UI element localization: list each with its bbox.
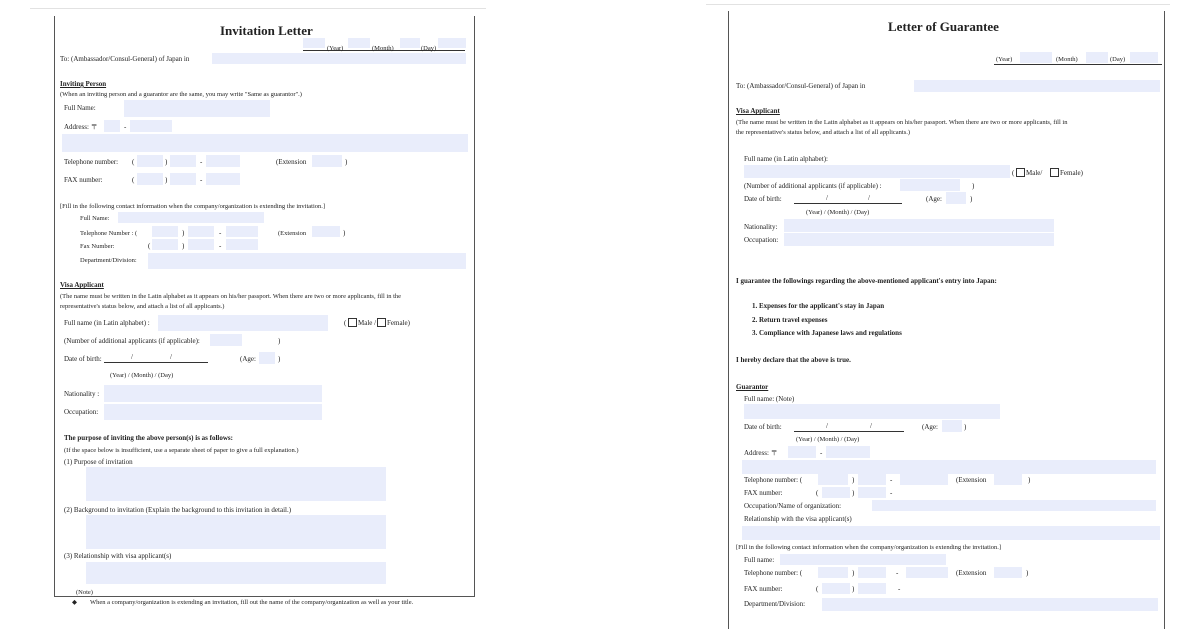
date-extra-field[interactable] xyxy=(438,38,466,48)
guarantor-phone-mid-field[interactable] xyxy=(858,474,886,485)
company-phone-dash: - xyxy=(219,229,222,237)
guarantee-month-label: (Month) xyxy=(1056,56,1078,63)
guarantee-visa-heading: Visa Applicant xyxy=(736,107,780,115)
company-phone-mid-field[interactable] xyxy=(188,226,214,237)
company-full-name-label: Full Name: xyxy=(80,215,110,222)
postal-code-field-2[interactable] xyxy=(130,120,172,132)
inviting-full-name-label: Full Name: xyxy=(64,104,96,112)
guarantee-company-note: [Fill in the following contact information when the company/organization is extending the invitation.] xyxy=(736,544,1002,551)
age-label: (Age: xyxy=(240,355,256,363)
guarantee-gender-paren-open: ( xyxy=(1012,169,1015,177)
purpose-item-2: (2) Background to invitation (Explain the background to this invitation in detail.) xyxy=(64,506,292,514)
guarantor-phone-paren-close: ) xyxy=(852,476,855,484)
guarantee-company-phone-last-field[interactable] xyxy=(906,567,948,578)
guarantee-company-phone-mid-field[interactable] xyxy=(858,567,886,578)
guarantor-heading: Guarantor xyxy=(736,383,769,391)
guarantee-item-3: 3. Compliance with Japanese laws and regulations xyxy=(752,329,902,337)
guarantee-occupation-field[interactable] xyxy=(784,233,1054,246)
consulate-field[interactable] xyxy=(212,53,466,64)
guarantee-item-1: 1. Expenses for the applicant's stay in Japan xyxy=(752,302,885,310)
guarantor-fax-mid-field[interactable] xyxy=(858,487,886,498)
guarantee-company-fax-area-field[interactable] xyxy=(822,583,850,594)
guarantee-nationality-label: Nationality: xyxy=(744,223,778,231)
guarantee-company-extension-label: (Extension xyxy=(956,569,987,577)
company-phone-paren-close: ) xyxy=(182,229,185,237)
guarantee-company-extension-paren-close: ) xyxy=(1026,569,1029,577)
company-full-name-field[interactable] xyxy=(118,212,264,223)
guarantor-phone-label: Telephone number: ( xyxy=(744,476,803,484)
guarantor-occupation-field[interactable] xyxy=(872,500,1156,511)
inviting-full-name-field[interactable] xyxy=(124,100,270,117)
dob-slash-2: / xyxy=(170,353,172,361)
phone-area-field[interactable] xyxy=(137,155,163,167)
extension-paren-close: ) xyxy=(345,158,348,166)
additional-applicants-label: (Number of additional applicants (if applicable): xyxy=(64,337,200,345)
guarantor-fax-label: FAX number: xyxy=(744,489,783,497)
guarantor-dob-label: Date of birth: xyxy=(744,423,782,431)
guarantee-day-label: (Day) xyxy=(1110,56,1126,63)
guarantor-occupation-label: Occupation/Name of organization: xyxy=(744,502,842,510)
guarantee-company-phone-paren-close: ) xyxy=(852,569,855,577)
guarantor-fax-paren-close: ) xyxy=(852,489,855,497)
guarantor-fax-dash: - xyxy=(890,489,893,497)
guarantor-address-label: Address: 〒 xyxy=(744,449,778,457)
dob-label: Date of birth: xyxy=(64,355,102,363)
guarantor-age-paren-close: ) xyxy=(964,423,967,431)
guarantee-company-fax-paren-open: ( xyxy=(816,585,819,593)
phone-paren-open: ( xyxy=(132,158,135,166)
guarantor-age-label: (Age: xyxy=(922,423,938,431)
visa-note-line1: (The name must be written in the Latin alphabet as it appears on his/her passport. When there are two or more applicants, fill in the xyxy=(60,293,402,300)
guarantee-dob-slash-1: / xyxy=(826,194,828,202)
day-field[interactable] xyxy=(400,38,420,48)
guarantee-visa-note2: the representative's status below, and attach a list of all applicants.) xyxy=(736,129,911,136)
inviting-person-heading: Inviting Person xyxy=(60,80,107,88)
guarantor-phone-area-field[interactable] xyxy=(818,474,848,485)
guarantor-relationship-label: Relationship with the visa applicant(s) xyxy=(744,515,852,523)
company-phone-area-field[interactable] xyxy=(152,226,178,237)
company-extension-paren-close: ) xyxy=(343,229,346,237)
guarantor-extension-label: (Extension xyxy=(956,476,987,484)
guarantor-full-name-field[interactable] xyxy=(744,404,1000,419)
guarantee-nationality-field[interactable] xyxy=(784,219,1054,232)
purpose-item-1: (1) Purpose of invitation xyxy=(64,458,133,466)
purpose-of-invitation-field[interactable] xyxy=(86,467,386,501)
guarantor-fax-paren-open: ( xyxy=(816,489,819,497)
footnote-label: (Note) xyxy=(76,589,93,596)
guarantee-age-paren-close: ) xyxy=(970,195,973,203)
company-note: [Fill in the following contact information when the company/organization is extending the invitation.] xyxy=(60,203,326,210)
visa-full-name-label: Full name (in Latin alphabet) : xyxy=(64,319,150,327)
guarantor-dob-format: (Year) / (Month) / (Day) xyxy=(796,436,860,443)
guarantee-day-field[interactable] xyxy=(1130,52,1158,63)
male-label: Male / xyxy=(358,319,377,327)
company-department-field[interactable] xyxy=(148,253,466,269)
guarantee-company-department-field[interactable] xyxy=(822,598,1158,611)
fax-mid-field[interactable] xyxy=(170,173,196,185)
company-fax-last-field[interactable] xyxy=(226,239,258,250)
male-checkbox[interactable] xyxy=(348,318,357,327)
month-label: (Month) xyxy=(372,45,394,52)
company-phone-label: Telephone Number : ( xyxy=(80,230,138,237)
additional-applicants-field[interactable] xyxy=(210,334,242,346)
dob-format-hint: (Year) / (Month) / (Day) xyxy=(110,372,174,379)
fax-paren-close: ) xyxy=(165,176,168,184)
guarantee-company-department-label: Department/Division: xyxy=(744,600,806,608)
nationality-label: Nationality : xyxy=(64,390,100,398)
page-title: Invitation Letter xyxy=(220,23,313,38)
guarantee-age-label: (Age: xyxy=(926,195,942,203)
year-label: (Year) xyxy=(327,45,344,52)
fax-paren-open: ( xyxy=(132,176,135,184)
guarantee-year-field[interactable] xyxy=(1020,52,1052,63)
guarantee-date-underline xyxy=(994,64,1162,65)
inviting-address-label: Address: 〒 xyxy=(64,123,98,131)
guarantee-dob-label: Date of birth: xyxy=(744,195,782,203)
guarantee-company-full-name-field[interactable] xyxy=(780,554,946,565)
guarantee-item-2: 2. Return travel expenses xyxy=(752,316,828,324)
company-fax-dash: - xyxy=(219,242,222,250)
inviting-phone-label: Telephone number: xyxy=(64,158,119,166)
day-label: (Day) xyxy=(421,45,437,52)
phone-extension-label: (Extension xyxy=(276,158,307,166)
guarantor-dob-underline xyxy=(794,431,904,432)
purpose-heading: The purpose of inviting the above person(s) is as follows: xyxy=(64,434,233,442)
guarantee-consulate-field[interactable] xyxy=(914,80,1160,92)
guarantee-female-checkbox[interactable] xyxy=(1050,168,1059,177)
age-paren-close: ) xyxy=(278,355,281,363)
guarantee-occupation-label: Occupation: xyxy=(744,236,779,244)
age-field[interactable] xyxy=(259,352,275,364)
relationship-field[interactable] xyxy=(86,562,386,584)
fax-dash: - xyxy=(200,176,203,184)
guarantee-month-field[interactable] xyxy=(1086,52,1108,63)
fax-area-field[interactable] xyxy=(137,173,163,185)
month-field[interactable] xyxy=(348,38,370,48)
guarantor-address-field[interactable] xyxy=(742,460,1156,474)
guarantee-dob-format: (Year) / (Month) / (Day) xyxy=(806,209,870,216)
guarantor-age-field[interactable] xyxy=(942,420,962,432)
phone-paren-close: ) xyxy=(165,158,168,166)
guarantee-title: Letter of Guarantee xyxy=(888,19,999,34)
inviting-address-field[interactable] xyxy=(62,134,468,152)
gender-paren-open: ( xyxy=(344,319,347,327)
guarantee-company-fax-dash: - xyxy=(898,585,901,593)
phone-mid-field[interactable] xyxy=(170,155,196,167)
company-department-label: Department/Division: xyxy=(80,257,137,264)
guarantee-male-checkbox[interactable] xyxy=(1016,168,1025,177)
guarantor-phone-dash: - xyxy=(890,476,893,484)
guarantee-male-label: Male/ xyxy=(1026,169,1043,177)
background-field[interactable] xyxy=(86,515,386,549)
guarantee-to-label: To: (Ambassador/Consul-General) of Japan in xyxy=(736,82,866,90)
dob-underline xyxy=(104,362,208,363)
guarantee-additional-field[interactable] xyxy=(900,179,960,191)
guarantee-year-label: (Year) xyxy=(996,56,1013,63)
to-label: To: (Ambassador/Consul-General) of Japan in xyxy=(60,55,190,63)
guarantor-phone-last-field[interactable] xyxy=(900,474,948,485)
occupation-label: Occupation: xyxy=(64,408,99,416)
company-extension-field[interactable] xyxy=(312,226,340,237)
fax-last-field[interactable] xyxy=(206,173,240,185)
dob-slash-1: / xyxy=(131,353,133,361)
phone-extension-field[interactable] xyxy=(312,155,342,167)
footnote-text: When a company/organization is extending an invitation, fill out the name of the company/organization as well as your title. xyxy=(90,599,414,606)
guarantee-visa-full-name-field[interactable] xyxy=(744,165,1010,178)
footnote-bullet: ◆ xyxy=(72,599,77,606)
female-label: Female) xyxy=(387,319,410,327)
nationality-field[interactable] xyxy=(104,385,322,402)
guarantee-additional-paren-close: ) xyxy=(972,182,975,190)
guarantor-extension-paren-close: ) xyxy=(1028,476,1031,484)
guarantor-postal-dash: - xyxy=(820,449,823,457)
guarantee-heading: I guarantee the followings regarding the above-mentioned applicant's entry into Japan: xyxy=(736,277,997,285)
guarantee-dob-slash-2: / xyxy=(868,194,870,202)
guarantee-company-phone-label: Telephone number: ( xyxy=(744,569,803,577)
guarantee-company-fax-label: FAX number: xyxy=(744,585,783,593)
guarantor-dob-slash-1: / xyxy=(826,422,828,430)
guarantor-fax-area-field[interactable] xyxy=(822,487,850,498)
company-phone-last-field[interactable] xyxy=(226,226,258,237)
guarantee-age-field[interactable] xyxy=(946,192,966,204)
company-fax-mid-field[interactable] xyxy=(188,239,214,250)
guarantee-visa-full-name-label: Full name (in Latin alphabet): xyxy=(744,155,828,163)
declaration-text: I hereby declare that the above is true. xyxy=(736,356,851,364)
additional-paren-close: ) xyxy=(278,337,281,345)
inviting-note: (When an inviting person and a guarantor are the same, you may write "Same as guarantor".) xyxy=(60,91,302,98)
visa-full-name-field[interactable] xyxy=(158,315,328,331)
guarantee-additional-label: (Number of additional applicants (if applicable) : xyxy=(744,182,882,190)
occupation-field[interactable] xyxy=(104,404,322,420)
postal-dash: - xyxy=(124,123,127,131)
guarantee-female-label: Female) xyxy=(1060,169,1083,177)
guarantor-relationship-field[interactable] xyxy=(742,526,1160,540)
guarantee-company-phone-area-field[interactable] xyxy=(818,567,848,578)
postal-code-field-1[interactable] xyxy=(104,120,120,132)
guarantee-company-full-name-label: Full name: xyxy=(744,556,775,564)
purpose-note: (If the space below is insufficient, use a separate sheet of paper to give a full explanation.) xyxy=(64,447,299,454)
guarantee-dob-underline xyxy=(794,203,902,204)
female-checkbox[interactable] xyxy=(377,318,386,327)
purpose-item-3: (3) Relationship with visa applicant(s) xyxy=(64,552,172,560)
phone-dash: - xyxy=(200,158,203,166)
company-extension-label: (Extension xyxy=(278,230,307,237)
guarantee-company-extension-field[interactable] xyxy=(994,567,1022,578)
inviting-fax-label: FAX number: xyxy=(64,176,103,184)
visa-applicant-heading: Visa Applicant xyxy=(60,281,104,289)
guarantee-visa-note1: (The name must be written in the Latin alphabet as it appears on his/her passport. When there are two or more applicants, fill in xyxy=(736,119,1068,126)
phone-last-field[interactable] xyxy=(206,155,240,167)
visa-note-line2: representative's status below, and attach a list of all applicants.) xyxy=(60,303,225,310)
company-fax-label: Fax Number: xyxy=(80,243,115,250)
guarantor-postal-field-1[interactable] xyxy=(788,446,816,458)
company-fax-paren-open: ( xyxy=(148,242,151,250)
guarantor-postal-field-2[interactable] xyxy=(826,446,870,458)
guarantor-dob-slash-2: / xyxy=(870,422,872,430)
guarantee-company-fax-paren-close: ) xyxy=(852,585,855,593)
guarantee-company-phone-dash: - xyxy=(896,569,899,577)
guarantor-extension-field[interactable] xyxy=(994,474,1022,485)
guarantee-company-fax-mid-field[interactable] xyxy=(858,583,886,594)
company-fax-paren-close: ) xyxy=(182,242,185,250)
company-fax-area-field[interactable] xyxy=(152,239,178,250)
year-field[interactable] xyxy=(303,38,325,48)
guarantor-full-name-label: Full name: (Note) xyxy=(744,395,795,403)
